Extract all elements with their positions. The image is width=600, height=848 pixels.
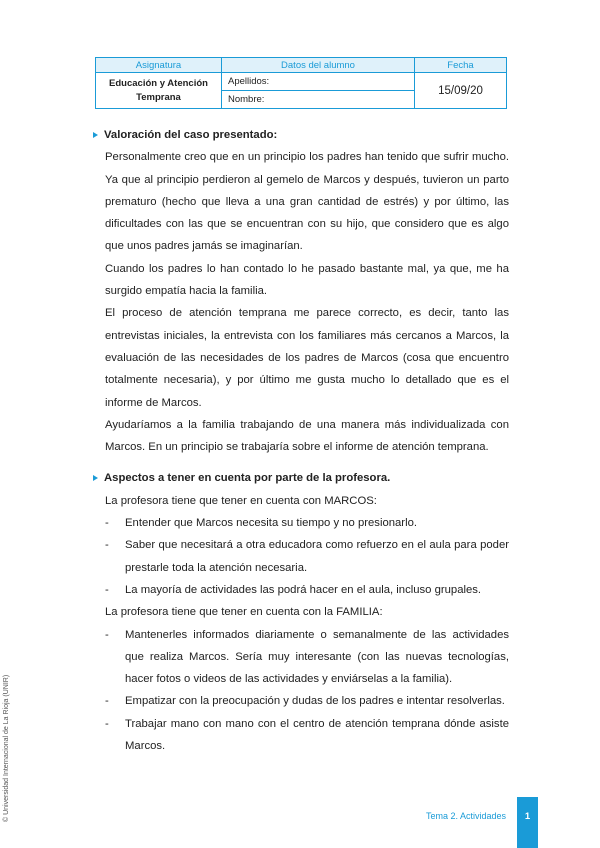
list-item: - Trabajar mano con mano con el centro de atención temprana dónde asiste Marcos.	[105, 717, 509, 753]
paragraph: La profesora tiene que tener en cuenta con la FAMILIA:	[105, 606, 383, 619]
paragraph: El proceso de atención temprana me parece correcto, es decir, tanto las entrevistas iniciales, la entrevista con los familiares más cercanos a Marcos, la evaluación de las necesidades de los padres de Marcos (cosa que encuentro totalmente necesaria), y por último me gusta mucho lo detallado que es el informe de Marcos.	[105, 307, 509, 409]
header-student-label: Datos del alumno	[222, 58, 415, 73]
bullet-triangle-icon	[93, 132, 98, 138]
footer-topic: Tema 2. Actividades	[425, 811, 506, 821]
paragraph: Personalmente creo que en un principio los padres han tenido que sufrir mucho. Ya que al principio perdieron al gemelo de Marcos y después, tuvieron un parto prematuro (hecho que lleva a una gran cantidad de estrés) y por último, las dificultades con las que se encuentran con su hijo, que considero que es algo que unos padres jamás se imaginarían.	[105, 151, 509, 253]
list-item: - Entender que Marcos necesita su tiempo y no presionarlo.	[105, 517, 417, 530]
date-value: 15/09/20	[415, 73, 507, 109]
subject-name: Educación y Atención Temprana	[96, 73, 222, 109]
header-date-label: Fecha	[415, 58, 507, 73]
copyright-sidebar: © Universidad Internacional de La Rioja (UNIR)	[3, 674, 10, 822]
paragraph: Cuando los padres lo han contado lo he pasado bastante mal, ya que, me ha surgido empatía hacia la familia.	[105, 262, 509, 298]
bullet-triangle-icon	[93, 475, 98, 481]
section-heading-valoracion: Valoración del caso presentado:	[93, 124, 509, 146]
list-item: - La mayoría de actividades las podrá hacer en el aula, incluso grupales.	[105, 583, 482, 596]
page-number: 1	[517, 797, 538, 848]
list-item: - Saber que necesitará a otra educadora como refuerzo en el aula para poder prestarle toda la atención necesaria.	[105, 539, 509, 574]
paragraph: Ayudaríamos a la familia trabajando de una manera más individualizada con Marcos. En un principio se trabajaría sobre el informe de atención temprana.	[105, 418, 509, 454]
document-body	[93, 124, 509, 757]
list-item: - Empatizar con la preocupación y dudas de los padres e intentar resolverlas.	[105, 695, 505, 708]
section-heading-aspectos: Aspectos a tener en cuenta por parte de la profesora.	[93, 467, 509, 489]
list-item: - Mantenerles informados diariamente o semanalmente de las actividades que realiza Marcos. Sería muy interesante (con las nuevas tecnologías, hacer fotos o videos de las actividades y enviárselas a la familia).	[105, 628, 509, 686]
name-field: Nombre:	[222, 91, 415, 109]
header-table	[95, 57, 507, 109]
header-subject-label: Asignatura	[96, 58, 222, 73]
surname-field: Apellidos:	[222, 73, 415, 91]
paragraph: La profesora tiene que tener en cuenta con MARCOS:	[105, 494, 377, 507]
